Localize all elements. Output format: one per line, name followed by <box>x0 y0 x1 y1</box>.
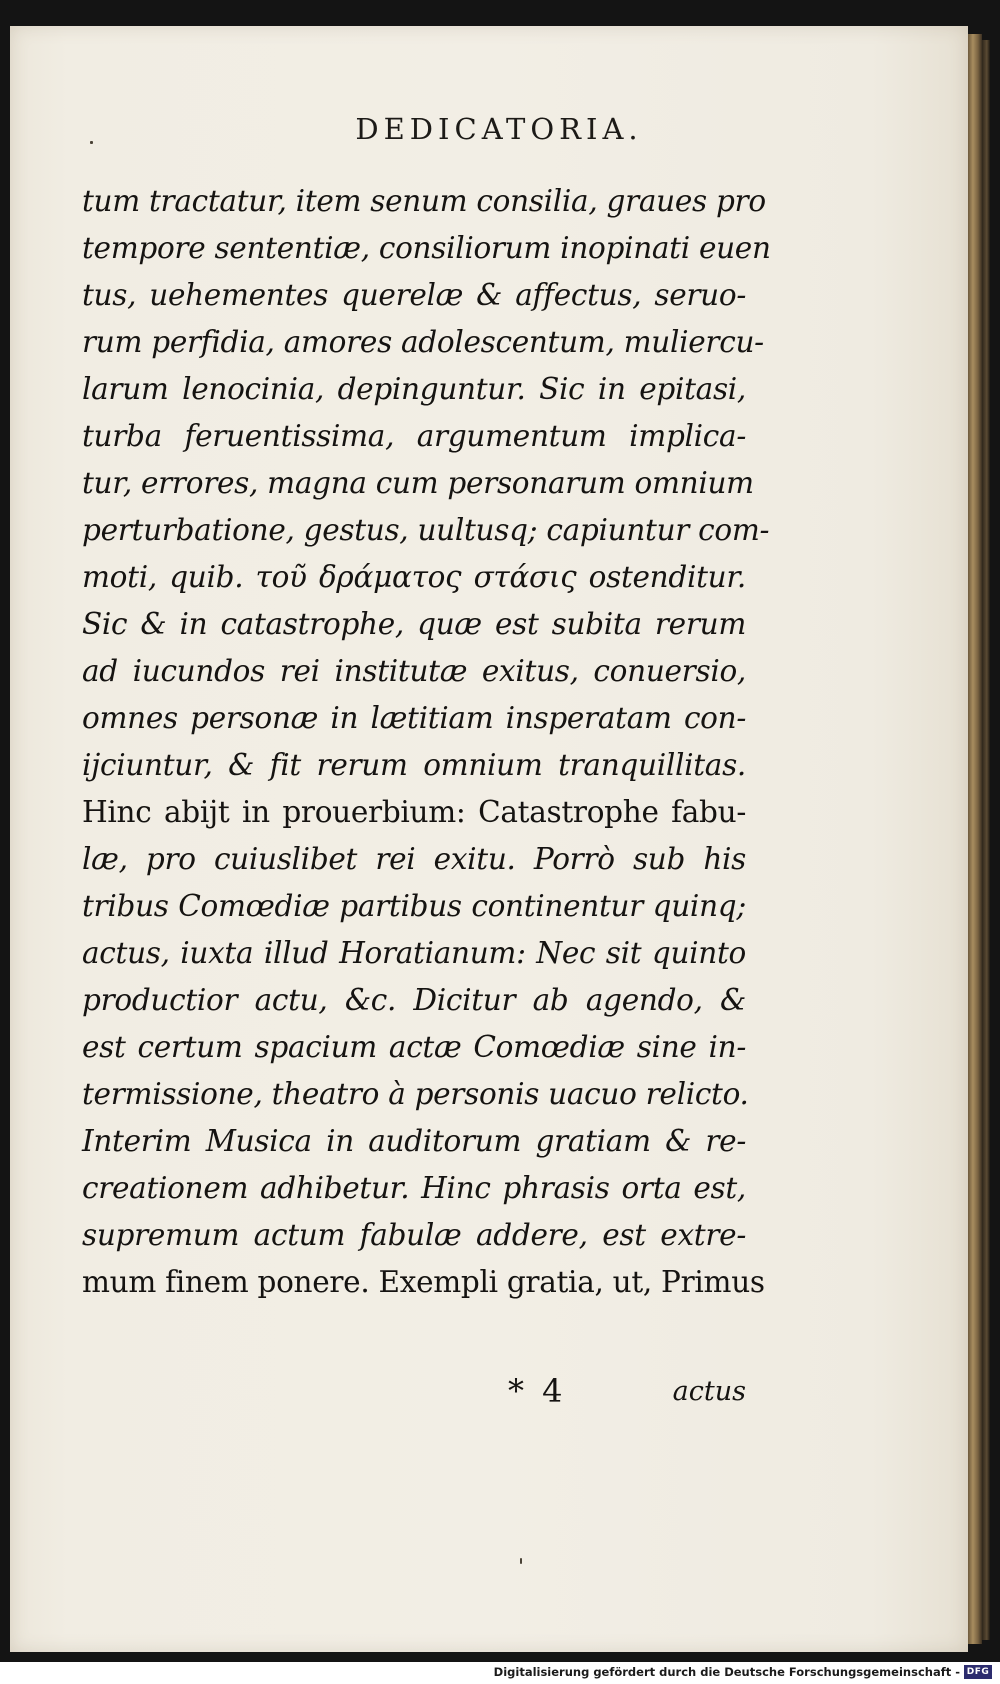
text-line: perturbatione, gestus, uultusq; capiuntur com- <box>82 513 770 547</box>
paper-speck <box>90 141 93 144</box>
text-line: supremum actum fabulæ addere, est extre- <box>82 1218 746 1252</box>
paper-speck <box>520 1558 522 1564</box>
footer-credit: Digitalisierung gefördert durch die Deutsche Forschungsgemeinschaft - <box>493 1665 960 1679</box>
signature-mark: * 4 <box>508 1372 567 1410</box>
catchline <box>82 1372 746 1412</box>
catchword: actus <box>672 1376 746 1407</box>
text-line: rum perfidia, amores adolescentum, muliercu- <box>82 325 764 359</box>
text-line: actus, iuxta illud Horatianum: Nec sit quinto <box>82 936 746 970</box>
footer-credit-bar <box>0 1662 1000 1684</box>
text-line: moti, quib. τοῦ δράματος στάσις ostenditur. <box>82 560 746 594</box>
text-line: Interim Musica in auditorum gratiam & re- <box>82 1124 746 1158</box>
text-line: tribus Comœdiæ partibus continentur quinq; <box>82 889 746 923</box>
text-line: tempore sententiæ, consiliorum inopinati euen <box>82 231 771 265</box>
text-line: ijciuntur, & fit rerum omnium tranquillitas. <box>82 748 746 782</box>
text-line: termissione, theatro à personis uacuo relicto. <box>82 1077 749 1111</box>
text-line: turba feruentissima, argumentum implica- <box>82 419 746 453</box>
book-cover-edge <box>982 40 990 1640</box>
text-line: mum finem ponere. Exempli gratia, ut, Primus <box>82 1265 765 1299</box>
dfg-logo: DFG <box>964 1665 992 1679</box>
text-line: tum tractatur, item senum consilia, graues pro <box>82 184 766 218</box>
text-line: læ, pro cuiuslibet rei exitu. Porrò sub his <box>82 842 746 876</box>
page-edge <box>968 34 982 1644</box>
running-head: DEDICATORIA. <box>355 112 643 146</box>
text-line: tur, errores, magna cum personarum omnium <box>82 466 754 500</box>
text-line: Sic & in catastrophe, quæ est subita rerum <box>82 607 746 641</box>
text-line: productior actu, &c. Dicitur ab agendo, & <box>82 983 746 1017</box>
book-page <box>10 26 968 1652</box>
text-line: ad iucundos rei institutæ exitus, conuersio, <box>82 654 746 688</box>
text-line: larum lenocinia, depinguntur. Sic in epitasi, <box>82 372 746 406</box>
text-line: omnes personæ in lætitiam insperatam con- <box>82 701 746 735</box>
text-line: tus, uehementes querelæ & affectus, seruo- <box>82 278 746 312</box>
text-line: Hinc abijt in prouerbium: Catastrophe fabu- <box>82 795 746 829</box>
text-line: creationem adhibetur. Hinc phrasis orta est, <box>82 1171 746 1205</box>
text-line: est certum spacium actæ Comœdiæ sine in- <box>82 1030 746 1064</box>
text-block <box>82 178 771 1306</box>
